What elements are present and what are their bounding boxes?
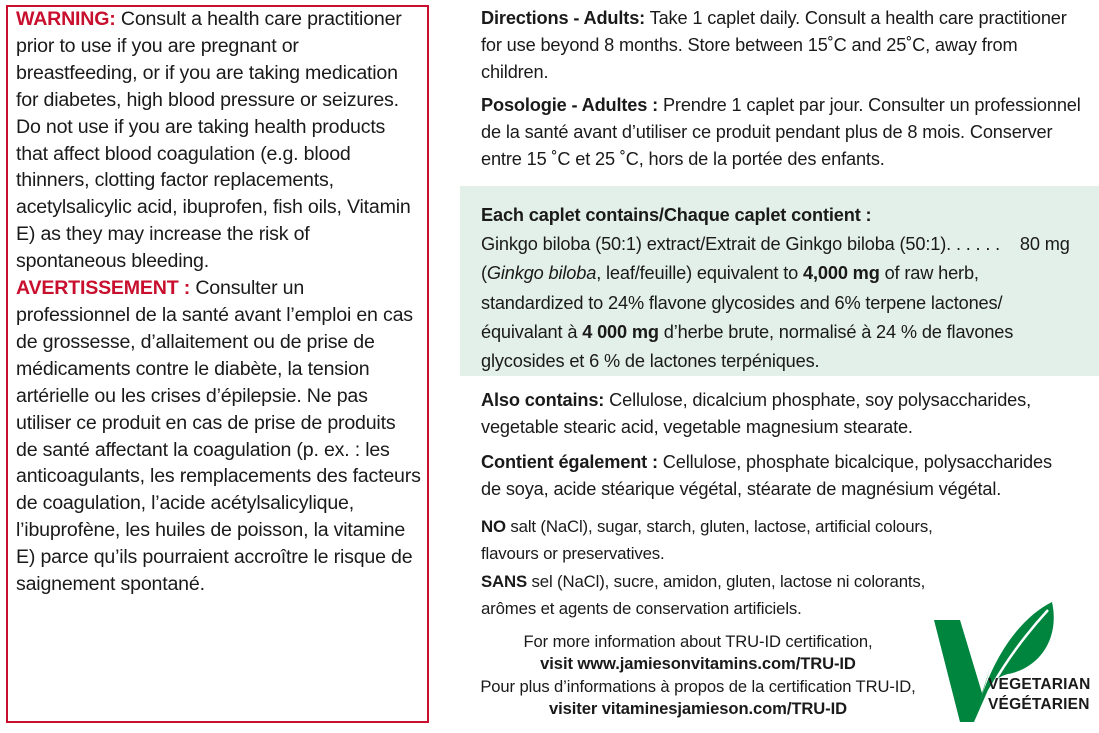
botanical-name: Ginkgo biloba <box>486 263 597 284</box>
free-from-fr-label: SANS <box>481 572 528 591</box>
directions-en-label: Directions - Adults: <box>481 8 646 28</box>
free-from-en-text: salt (NaCl), sugar, starch, gluten, lactose, artificial colours, flavours or preservatives. <box>481 517 933 563</box>
ingredient-line-4-end: d’herbe brute, normalisé à 24 % de flavones <box>658 321 1014 342</box>
directions-en-text: Take 1 caplet daily. Consult a health care practitioner for use beyond 8 months. Store between 15˚C and 25˚C, away from children. <box>481 8 1067 82</box>
ingredients-block <box>481 201 1081 376</box>
warning-fr-label: AVERTISSEMENT : <box>16 277 191 300</box>
v-letter-shape <box>934 620 990 722</box>
ingredient-line-5: glycosides et 6 % de lactones terpéniques. <box>481 351 820 372</box>
also-contains-fr-text: Cellulose, phosphate bicalcique, polysaccharides de soya, acide stéarique végétal, stéarate de magnésium végétal. <box>481 452 1052 499</box>
paren-open: ( <box>481 263 487 284</box>
ingredient-line-3: standardized to 24% flavone glycosides and 6% terpene lactones/ <box>481 292 1003 313</box>
warning-en <box>16 6 421 275</box>
ingredient-line-4 <box>481 318 1081 347</box>
vegetarian-fr: VÉGÉTARIEN <box>988 696 1090 713</box>
ingredient-line-4-start: équivalant à <box>481 321 583 342</box>
vegetarian-en: VEGETARIAN <box>988 676 1091 693</box>
footer-link-en[interactable]: visit www.jamiesonvitamins.com/TRU-ID <box>540 654 856 674</box>
also-contains-en <box>481 387 1061 441</box>
ingredient-amount: 80 mg <box>1019 234 1070 255</box>
tru-id-footer <box>468 631 928 721</box>
ingredient-line-2-mid: , leaf/feuille) equivalent to <box>596 263 804 284</box>
warning-fr <box>16 275 421 598</box>
footer-link-fr[interactable]: visiter vitaminesjamieson.com/TRU-ID <box>549 699 847 719</box>
free-from-fr-text: sel (NaCl), sucre, amidon, gluten, lactose ni colorants, arômes et agents de conservation artificiels. <box>481 572 926 618</box>
warning-en-text: Consult a health care practitioner prior to use if you are pregnant or breastfeeding, or if you are taking medication for diabetes, high blood pressure or seizures. Do not use if you are taking health products that affect blood coagulation (e.g. blood thinners, clotting factor replacements, acetylsalicylic acid, ibuprofen, fish oils, Vitamin E) as they may increase the risk of spontaneous bleeding. <box>16 8 411 273</box>
footer-line-3: Pour plus d’informations à propos de la certification TRU-ID, <box>480 676 916 696</box>
ingredient-line-1 <box>481 230 1081 259</box>
free-from-en <box>481 514 961 567</box>
raw-herb-amount-fr: 4 000 mg <box>582 321 659 342</box>
directions-en <box>481 5 1081 86</box>
free-from-en-label: NO <box>481 517 506 536</box>
warning-fr-text: Consulter un professionnel de la santé avant l’emploi en cas de grossesse, d’allaitement ou de prise de médicaments contre le diabète, la tension artérielle ou les crises d’épilepsie. Ne pas utiliser ce produit en cas de prise de produits de santé affectant la coagulation (p. ex. : les anticoagulants, les remplacements des facteurs de coagulation, l’acide acétylsalicylique, l’ibuprofène, les huiles de poisson, la vitamine E) parce qu’ils pourraient accroître le risque de saignement spontané. <box>16 277 421 596</box>
free-from-fr <box>481 569 951 622</box>
ingredient-line-2-end: of raw herb, <box>879 263 979 284</box>
ingredients-heading: Each caplet contains/Chaque caplet contient : <box>481 205 872 225</box>
raw-herb-amount-en: 4,000 mg <box>803 263 880 284</box>
directions-fr-label: Posologie - Adultes : <box>481 95 659 115</box>
warning-text-block <box>16 6 421 598</box>
ingredient-line-2 <box>481 259 1081 288</box>
ingredient-name: Ginkgo biloba (50:1) extract/Extrait de Ginkgo biloba (50:1). . . . . . <box>481 234 1001 255</box>
warning-en-label: WARNING: <box>16 8 116 30</box>
vegetarian-label <box>988 675 1090 715</box>
directions-fr-text: Prendre 1 caplet par jour. Consulter un professionnel de la santé avant d’utiliser ce produit pendant plus de 8 mois. Conserver entre 15 ˚C et 25 ˚C, hors de la portée des enfants. <box>481 95 1081 169</box>
footer-line-1: For more information about TRU-ID certification, <box>523 632 873 651</box>
also-contains-en-text: Cellulose, dicalcium phosphate, soy polysaccharides, vegetable stearic acid, vegetable magnesium stearate. <box>481 390 1031 437</box>
also-contains-fr-label: Contient également : <box>481 452 658 472</box>
also-contains-en-label: Also contains: <box>481 390 605 410</box>
also-contains-fr <box>481 449 1071 503</box>
directions-fr <box>481 92 1081 173</box>
